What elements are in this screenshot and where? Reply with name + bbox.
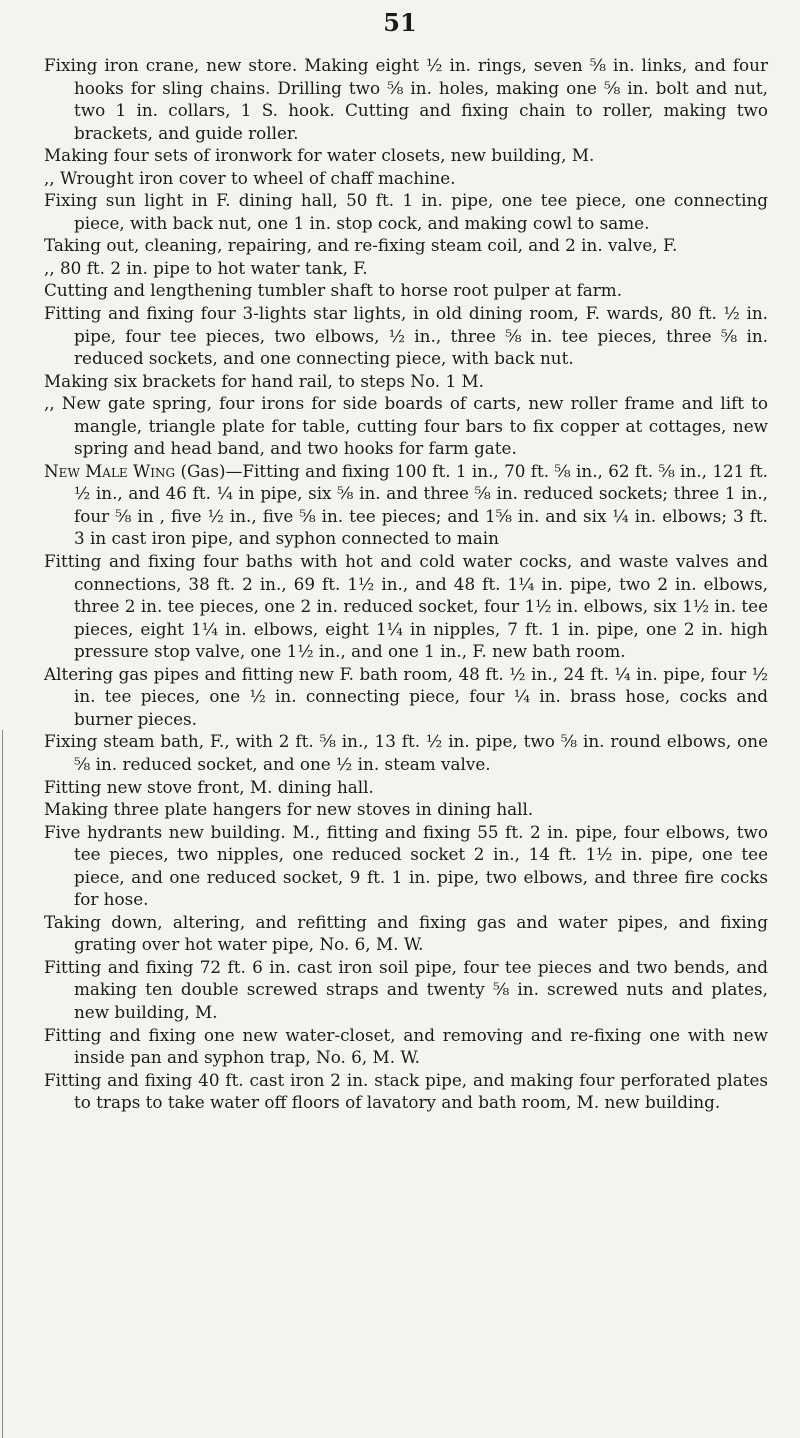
entry-paragraph (44, 189, 768, 234)
entry-paragraph (44, 798, 768, 821)
entry-text: Altering gas pipes and fitting new F. bath room, 48 ft. ½ in., 24 ft. ¼ in. pipe, four ½ in. tee pieces, one ½ in. connecting piece, four ¼ in. brass hose, cocks and burner pieces. (44, 663, 768, 729)
entry-text: Making six brackets for hand rail, to steps No. 1 M. (44, 370, 484, 391)
page-number: 51 (383, 8, 417, 37)
entry-paragraph (44, 234, 768, 257)
entry-text: ,, New gate spring, four irons for side boards of carts, new roller frame and lift to mangle, triangle plate for table, cutting four bars to fix copper at cottages, new spring and head band, and two hooks for farm gate. (44, 393, 768, 459)
entry-text: Cutting and lengthening tumbler shaft to horse root pulper at farm. (44, 280, 623, 301)
entry-paragraph (44, 1069, 768, 1114)
entry-paragraph (44, 663, 768, 731)
entry-text: Fitting and fixing four 3-lights star lights, in old dining room, F. wards, 80 ft. ½ in. pipe, four tee pieces, two elbows, ½ in., three ⅝ in. tee pieces, three ⅝ in. reduced sockets, and one connecting piece, with back nut. (44, 303, 768, 369)
entry-text: Five hydrants new building. M., fitting and fixing 55 ft. 2 in. pipe, four elbows, two tee pieces, two nipples, one reduced socket 2 in., 14 ft. 1½ in. pipe, one tee piece, and one reduced socket, 9 ft. 1 in. pipe, two elbows, and three fire cocks for hose. (44, 821, 768, 910)
entry-text: Fixing steam bath, F., with 2 ft. ⅝ in., 13 ft. ½ in. pipe, two ⅝ in. round elbows, one ⅝ in. reduced socket, and one ½ in. steam valve. (44, 731, 768, 774)
entry-paragraph (44, 730, 768, 775)
entry-text: Taking out, cleaning, repairing, and re-fixing steam coil, and 2 in. valve, F. (44, 235, 678, 256)
entry-text: Fitting and fixing one new water-closet, and removing and re-fixing one with new inside pan and syphon trap, No. 6, M. W. (44, 1024, 768, 1068)
entry-paragraph (44, 302, 768, 370)
entry-text: (Gas)—Fitting and fixing 100 ft. 1 in., 70 ft. ⅝ in., 62 ft. ⅝ in., 121 ft. ½ in., and 46 ft. ¼ in pipe, six ⅝ in. and three ⅝ in. reduced sockets; three 1 in., four ⅝ in , five ½ in., five ⅝ in. tee pieces; and 1⅝ in. and six ¼ in. elbows; 3 ft. 3 in cast iron pipe, and syphon connected to main (74, 460, 768, 549)
entry-paragraph (44, 144, 768, 167)
entry-text: Fitting and fixing 40 ft. cast iron 2 in. stack pipe, and making four perforated plates to traps to take water off floors of lavatory and bath room, M. new building. (44, 1069, 768, 1113)
entry-paragraph (44, 550, 768, 663)
entry-paragraph (44, 911, 768, 956)
entry-list (44, 54, 768, 1114)
entry-heading: New Male Wing (44, 460, 176, 481)
entry-text: Fixing iron crane, new store. Making eight ½ in. rings, seven ⅝ in. links, and four hooks for sling chains. Drilling two ⅝ in. holes, making one ⅝ in. bolt and nut, two 1 in. collars, 1 S. hook. Cutting and fixing chain to roller, making two brackets, and guide roller. (44, 55, 768, 143)
entry-paragraph (44, 460, 768, 550)
entry-text: Taking down, altering, and refitting and fixing gas and water pipes, and fixing grating over hot water pipe, No. 6, M. W. (44, 911, 768, 955)
entry-text: Making three plate hangers for new stoves in dining hall. (44, 799, 534, 820)
entry-paragraph (44, 821, 768, 911)
entry-paragraph (44, 1024, 768, 1069)
entry-text: ,, 80 ft. 2 in. pipe to hot water tank, F. (44, 257, 368, 278)
entry-paragraph (44, 54, 768, 144)
entry-text: Fitting and fixing 72 ft. 6 in. cast iron soil pipe, four tee pieces and two bends, and making ten double screwed straps and twenty ⅝ in. screwed nuts and plates, new building, M. (44, 956, 768, 1022)
entry-paragraph (44, 956, 768, 1024)
margin-rule (2, 730, 3, 1438)
entry-paragraph (44, 776, 768, 799)
entry-paragraph (44, 370, 768, 393)
entry-paragraph (44, 392, 768, 460)
entry-paragraph (44, 257, 768, 280)
entry-text: ,, Wrought iron cover to wheel of chaff machine. (44, 167, 456, 188)
entry-text: Fixing sun light in F. dining hall, 50 ft. 1 in. pipe, one tee piece, one connecting piece, with back nut, one 1 in. stop cock, and making cowl to same. (44, 190, 768, 233)
entry-text: Fitting new stove front, M. dining hall. (44, 776, 374, 797)
entry-text: Fitting and fixing four baths with hot and cold water cocks, and waste valves and connections, 38 ft. 2 in., 69 ft. 1½ in., and 48 ft. 1¼ in. pipe, two 2 in. elbows, three 2 in. tee pieces, one 2 in. reduced socket, four 1½ in. elbows, six 1½ in. tee pieces, eight 1¼ in. elbows, eight 1¼ in nipples, 7 ft. 1 in. pipe, one 2 in. high pressure stop valve, one 1½ in., and one 1 in., F. new bath room. (44, 551, 768, 662)
entry-text: Making four sets of ironwork for water closets, new building, M. (44, 145, 595, 166)
entry-paragraph (44, 167, 768, 190)
entry-paragraph (44, 279, 768, 302)
